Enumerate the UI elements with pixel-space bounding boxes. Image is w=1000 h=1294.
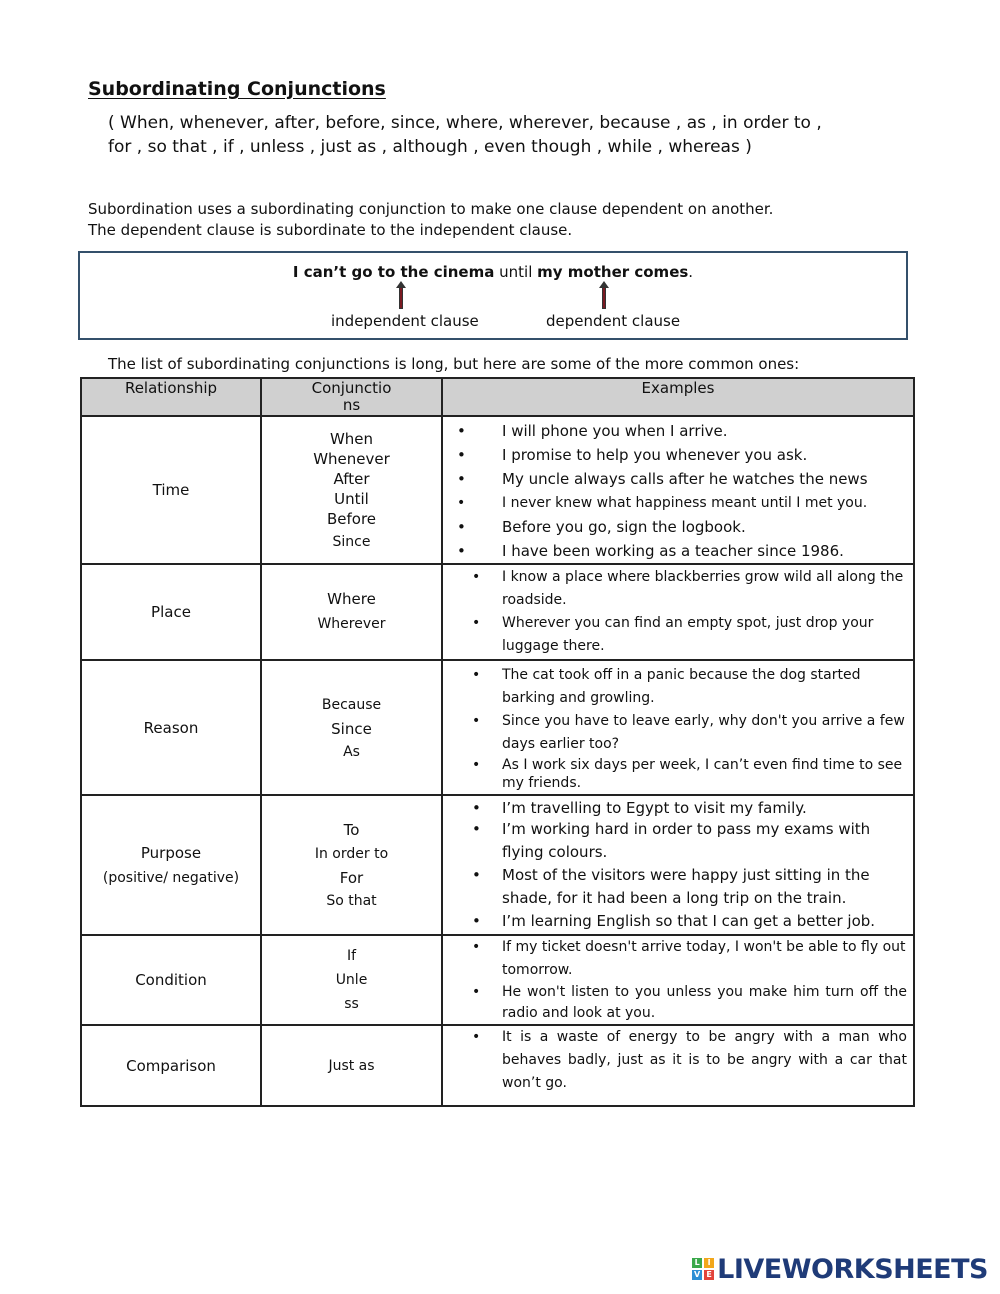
table-row	[81, 660, 914, 795]
conjunctions-table	[80, 377, 915, 1107]
example-item: • I promise to help you whenever you ask.	[443, 443, 907, 467]
independent-clause-label: independent clause	[331, 312, 479, 330]
example-item: • Most of the visitors were happy just sitting in the shade, for it had been a long trip on the train.	[443, 864, 907, 910]
conjunction-item: Where	[327, 590, 376, 608]
liveworksheets-logo	[692, 1252, 988, 1286]
header-conjunctions-line-2: ns	[342, 396, 361, 414]
examples-cell	[442, 564, 914, 660]
relationship-cell: Reason	[81, 660, 261, 795]
conjunction-item: So that	[326, 893, 377, 909]
header-examples: Examples	[442, 378, 914, 416]
sentence-period: .	[688, 263, 694, 281]
relationship-cell: Comparison	[81, 1025, 261, 1106]
logo-text: LIVEWORKSHEETS	[717, 1253, 988, 1285]
examples-cell	[442, 416, 914, 564]
example-item: • I’m learning English so that I can get a better job.	[443, 910, 907, 933]
conjunction-item: When	[329, 429, 374, 448]
relationship-cell	[81, 795, 261, 935]
page-title: Subordinating Conjunctions	[88, 78, 386, 100]
conjunction-item: ss	[344, 996, 359, 1012]
example-item: • I know a place where blackberries grow wild all along the roadside.	[443, 566, 907, 612]
conjunction-item: As	[343, 743, 360, 760]
example-conjunction: until	[499, 263, 533, 281]
conjunctions-cell	[261, 564, 442, 660]
examples-cell	[442, 660, 914, 795]
example-item: • I’m working hard in order to pass my exams with flying colours.	[443, 818, 907, 864]
conjunctions-cell	[261, 795, 442, 935]
table-row	[81, 1025, 914, 1106]
relationship-cell: Place	[81, 564, 261, 660]
conjunction-list-line-2: for , so that , if , unless , just as , although , even though , while , whereas )	[108, 137, 752, 157]
conjunction-item: For	[339, 869, 364, 887]
conjunction-item: Just as	[328, 1057, 375, 1074]
table-caption: The list of subordinating conjunctions is long, but here are some of the more common ones:	[108, 355, 800, 373]
conjunction-item: Whenever	[313, 449, 390, 468]
example-item: • I will phone you when I arrive.	[443, 419, 907, 443]
conjunctions-cell	[261, 935, 442, 1025]
conjunction-item: Before	[326, 509, 377, 528]
examples-cell	[442, 935, 914, 1025]
example-item: • The cat took off in a panic because the dog started barking and growling.	[443, 664, 907, 710]
logo-letter: L	[692, 1258, 702, 1268]
logo-mark-icon	[692, 1258, 714, 1280]
conjunction-item: Until	[334, 489, 369, 508]
conjunction-item: Because	[321, 696, 382, 713]
table-row	[81, 795, 914, 935]
logo-letter: E	[704, 1270, 714, 1280]
example-item: • He won't listen to you unless you make him turn off the radio and look at you.	[443, 982, 907, 1024]
example-item: • Wherever you can find an empty spot, just drop your luggage there.	[443, 612, 907, 658]
conjunction-item: Wherever	[317, 616, 386, 632]
intro-line-1: Subordination uses a subordinating conjunction to make one clause dependent on another.	[88, 200, 774, 218]
header-conjunctions	[261, 378, 442, 416]
conjunction-item: Since	[332, 533, 371, 550]
example-item: • My uncle always calls after he watches the news	[443, 467, 907, 491]
example-sentence-box	[78, 251, 908, 340]
independent-arrow-icon	[398, 281, 404, 309]
table-header-row	[81, 378, 914, 416]
intro-line-2: The dependent clause is subordinate to the independent clause.	[88, 221, 573, 239]
example-item: • I have been working as a teacher since 1986.	[443, 539, 907, 563]
relationship-cell: Time	[81, 416, 261, 564]
conjunction-item: Unle	[335, 972, 368, 988]
conjunction-item: After	[333, 469, 370, 488]
relationship-label: Purpose	[140, 844, 202, 862]
example-item: • I’m travelling to Egypt to visit my family.	[443, 798, 907, 818]
example-item: • If my ticket doesn't arrive today, I won't be able to fly out tomorrow.	[443, 936, 907, 982]
example-item: • It is a waste of energy to be angry with a man who behaves badly, just as it is to be angry with a car that won’t go.	[443, 1026, 907, 1095]
examples-cell	[442, 1025, 914, 1106]
example-item: • Since you have to leave early, why don't you arrive a few days earlier too?	[443, 710, 907, 756]
example-item: • I never knew what happiness meant until I met you.	[443, 491, 907, 515]
example-sentence	[80, 263, 906, 281]
conjunctions-cell	[261, 416, 442, 564]
logo-letter: V	[694, 1270, 701, 1279]
conjunction-item: If	[346, 948, 357, 964]
header-relationship: Relationship	[81, 378, 261, 416]
table-row	[81, 416, 914, 564]
relationship-cell: Condition	[81, 935, 261, 1025]
conjunctions-cell	[261, 1025, 442, 1106]
example-item: • As I work six days per week, I can’t even find time to see my friends.	[443, 756, 907, 792]
relationship-sublabel: (positive/ negative)	[102, 870, 240, 886]
examples-cell	[442, 795, 914, 935]
conjunction-item: In order to	[314, 846, 389, 862]
dependent-arrow-icon	[601, 281, 607, 309]
conjunction-list-line-1: ( When, whenever, after, before, since, where, wherever, because , as , in order to ,	[108, 113, 822, 133]
conjunction-item: Since	[331, 719, 372, 738]
dependent-clause-text: my mother comes	[537, 263, 689, 281]
conjunction-item: To	[343, 821, 360, 839]
example-item: • Before you go, sign the logbook.	[443, 515, 907, 539]
table-row	[81, 564, 914, 660]
logo-letter: I	[704, 1258, 714, 1268]
dependent-clause-label: dependent clause	[546, 312, 681, 330]
independent-clause-text: I can’t go to the cinema	[292, 263, 495, 281]
conjunctions-cell	[261, 660, 442, 795]
table-row	[81, 935, 914, 1025]
header-conjunctions-line-1: Conjunctio	[311, 379, 392, 397]
